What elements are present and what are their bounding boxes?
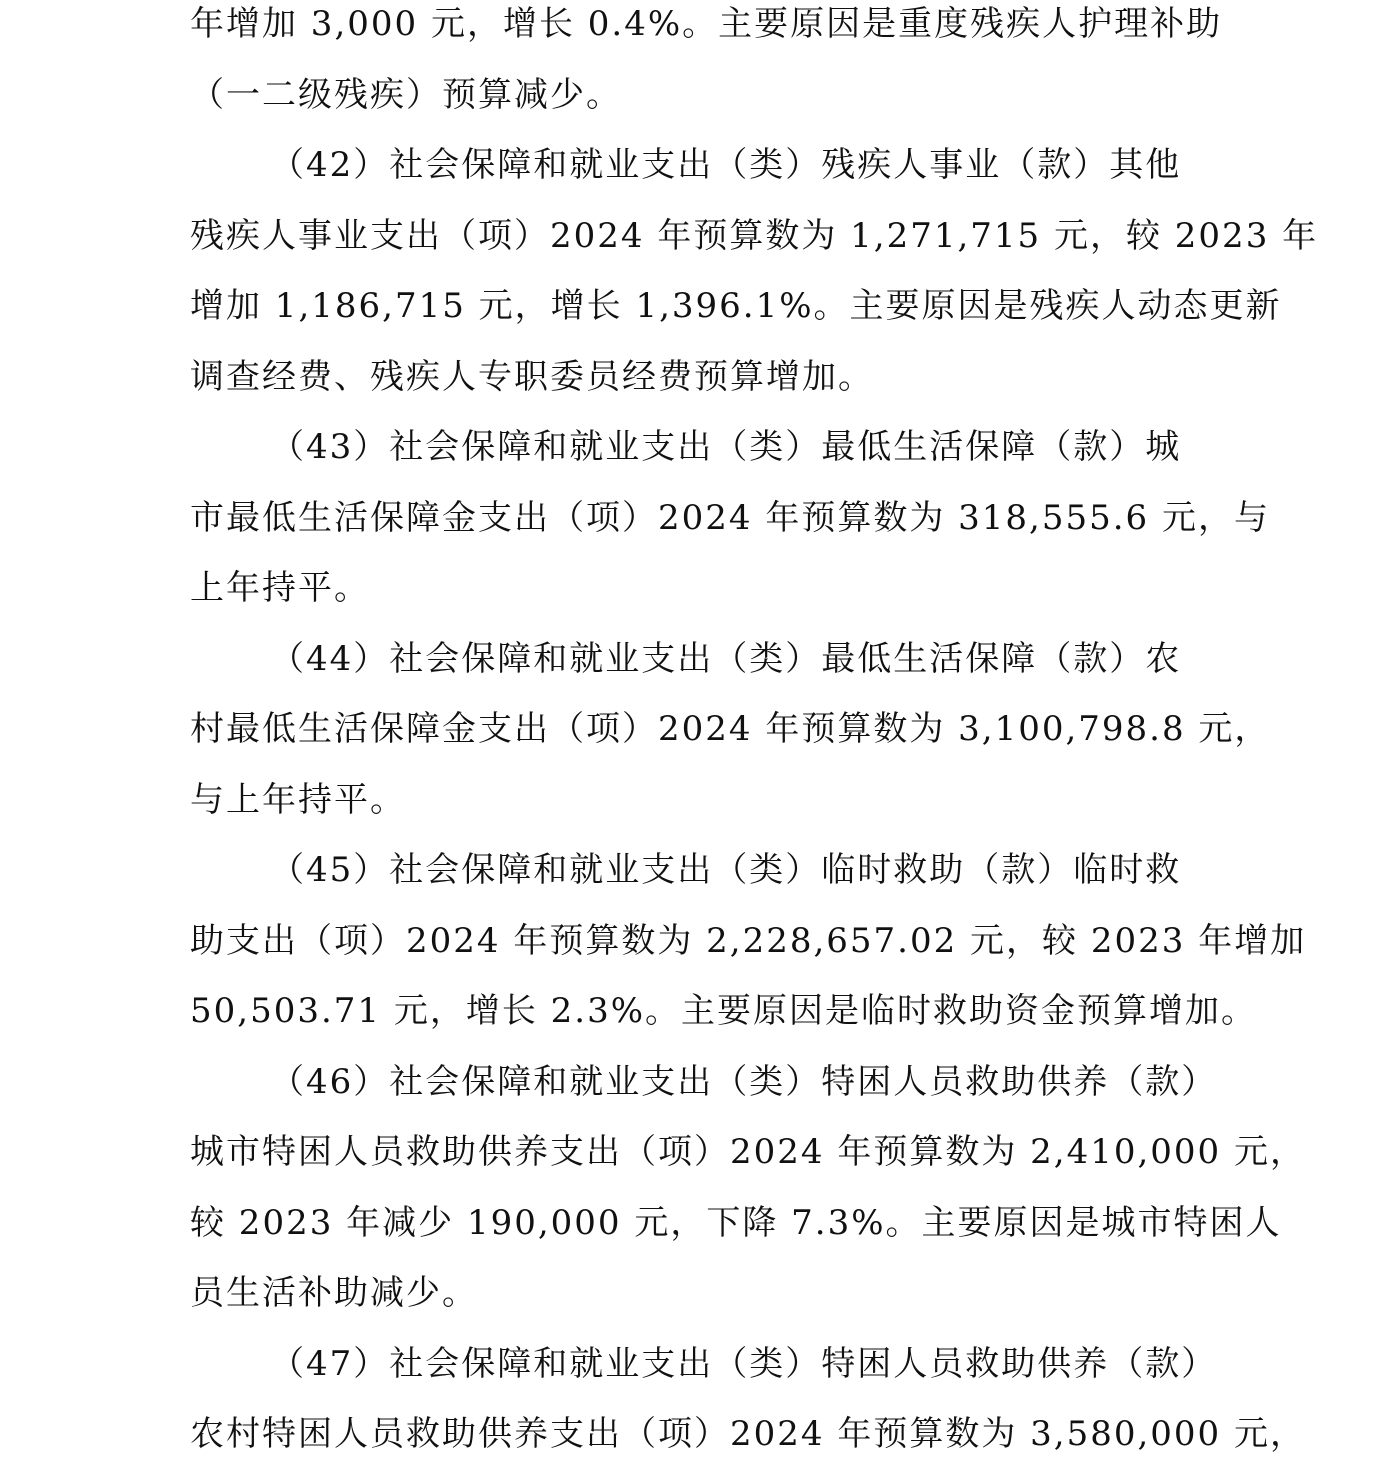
text-line: 助支出（项）2024 年预算数为 2,228,657.02 元，较 2023 年增加	[190, 921, 1307, 961]
paragraph-42-line: （42）社会保障和就业支出（类）残疾人事业（款）其他	[270, 145, 1182, 185]
text-line: 农村特困人员救助供养支出（项）2024 年预算数为 3,580,000 元，	[190, 1414, 1306, 1454]
paragraph-46-line: （46）社会保障和就业支出（类）特困人员救助供养（款）	[270, 1062, 1218, 1102]
text-line: （一二级残疾）预算减少。	[190, 75, 622, 115]
text-line: 增加 1,186,715 元，增长 1,396.1%。主要原因是残疾人动态更新	[190, 286, 1282, 326]
text-line: 残疾人事业支出（项）2024 年预算数为 1,271,715 元，较 2023 年	[190, 216, 1319, 256]
paragraph-43-line: （43）社会保障和就业支出（类）最低生活保障（款）城	[270, 427, 1182, 467]
paragraph-45-line: （45）社会保障和就业支出（类）临时救助（款）临时救	[270, 850, 1182, 890]
text-line: 较 2023 年减少 190,000 元，下降 7.3%。主要原因是城市特困人	[190, 1203, 1282, 1243]
text-line: 与上年持平。	[190, 780, 406, 820]
text-line: 年增加 3,000 元，增长 0.4%。主要原因是重度残疾人护理补助	[190, 4, 1223, 44]
text-line: 员生活补助减少。	[190, 1273, 478, 1313]
paragraph-44-line: （44）社会保障和就业支出（类）最低生活保障（款）农	[270, 639, 1182, 679]
text-line: 市最低生活保障金支出（项）2024 年预算数为 318,555.6 元，与	[190, 498, 1270, 538]
text-line: 上年持平。	[190, 568, 370, 608]
text-line: 50,503.71 元，增长 2.3%。主要原因是临时救助资金预算增加。	[190, 991, 1258, 1031]
paragraph-47-line: （47）社会保障和就业支出（类）特困人员救助供养（款）	[270, 1344, 1218, 1384]
text-line: 村最低生活保障金支出（项）2024 年预算数为 3,100,798.8 元，	[190, 709, 1271, 749]
text-line: 城市特困人员救助供养支出（项）2024 年预算数为 2,410,000 元，	[190, 1132, 1306, 1172]
text-line: 调查经费、残疾人专职委员经费预算增加。	[190, 357, 874, 397]
